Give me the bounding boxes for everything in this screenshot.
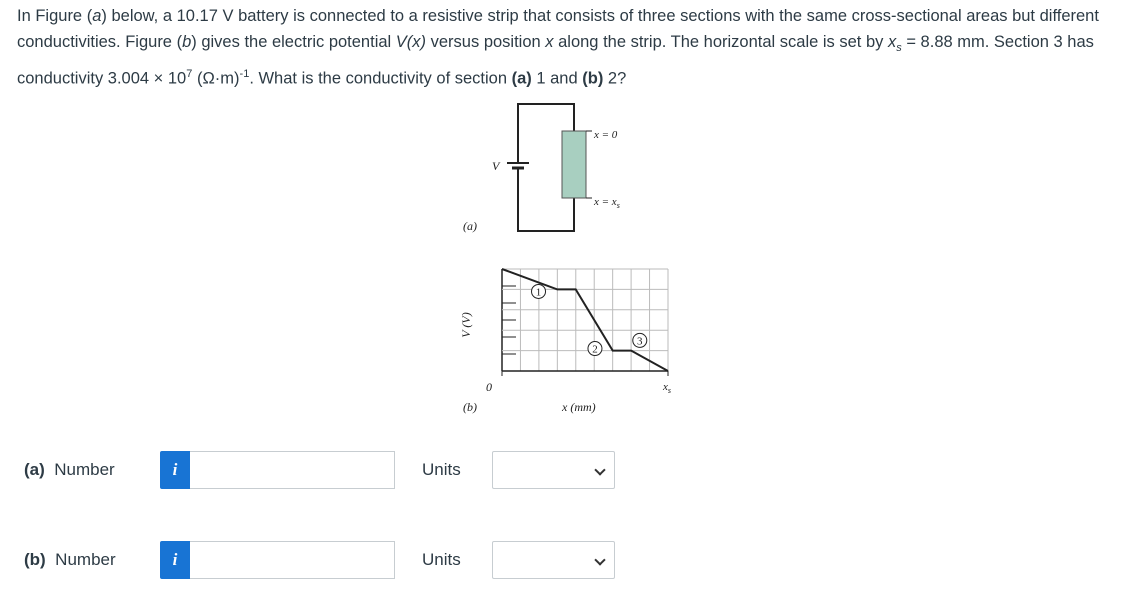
chevron-down-icon [594, 554, 605, 565]
answer-row-a [0, 451, 1138, 491]
resistive-strip [562, 131, 586, 198]
section-labels [532, 284, 647, 355]
units-label-b: Units [422, 550, 461, 569]
answer-b-number-input[interactable] [190, 541, 395, 579]
y-axis-label: V (V) [459, 312, 473, 338]
units-select-b[interactable] [492, 541, 615, 579]
xs-label: $x = x_s$ [594, 196, 620, 210]
info-icon[interactable]: i [160, 451, 190, 489]
units-label-a: Units [422, 460, 461, 479]
section-label: 2 [592, 343, 598, 356]
part-a-label: (a) Number [24, 460, 115, 479]
plot-grid [502, 269, 668, 376]
x0-label: x = 0 [594, 129, 618, 141]
answer-a-number-input[interactable] [190, 451, 395, 489]
potential-plot [459, 269, 671, 414]
battery-label: V [492, 159, 500, 173]
figure-a-caption: (a) [463, 219, 477, 233]
figure-b-caption: (b) [463, 400, 477, 414]
answer-row-b [0, 541, 1138, 581]
origin-label: 0 [486, 380, 492, 394]
section-label: 1 [535, 286, 542, 299]
chevron-down-icon [594, 464, 605, 475]
circuit-diagram [463, 104, 620, 233]
units-select-a[interactable] [492, 451, 615, 489]
info-icon[interactable]: i [160, 541, 190, 579]
xs-tick-label: $x_s$ [663, 381, 672, 395]
section-label: 3 [637, 335, 643, 348]
y-axis-ticks [502, 269, 516, 354]
x-axis-label: x (mm) [562, 400, 596, 414]
potential-line [502, 269, 668, 371]
question-text: In Figure (a) below, a 10.17 V battery is connected to a resistive strip that consists of three sections with the same cross-sectional areas but different conductivities. Figure (b) gives the electric potential V(x) versus position x along the strip. The horizontal scale is set by $x_s = 8.88$ mm. Section 3 has conductivity $3.004 \times 10^7$ $(\Omega\cdot m)^{-1}$. What is the conductivity of section (a) 1 and (b) 2? [17, 7, 1099, 88]
part-b-label: (b) Number [24, 550, 116, 569]
